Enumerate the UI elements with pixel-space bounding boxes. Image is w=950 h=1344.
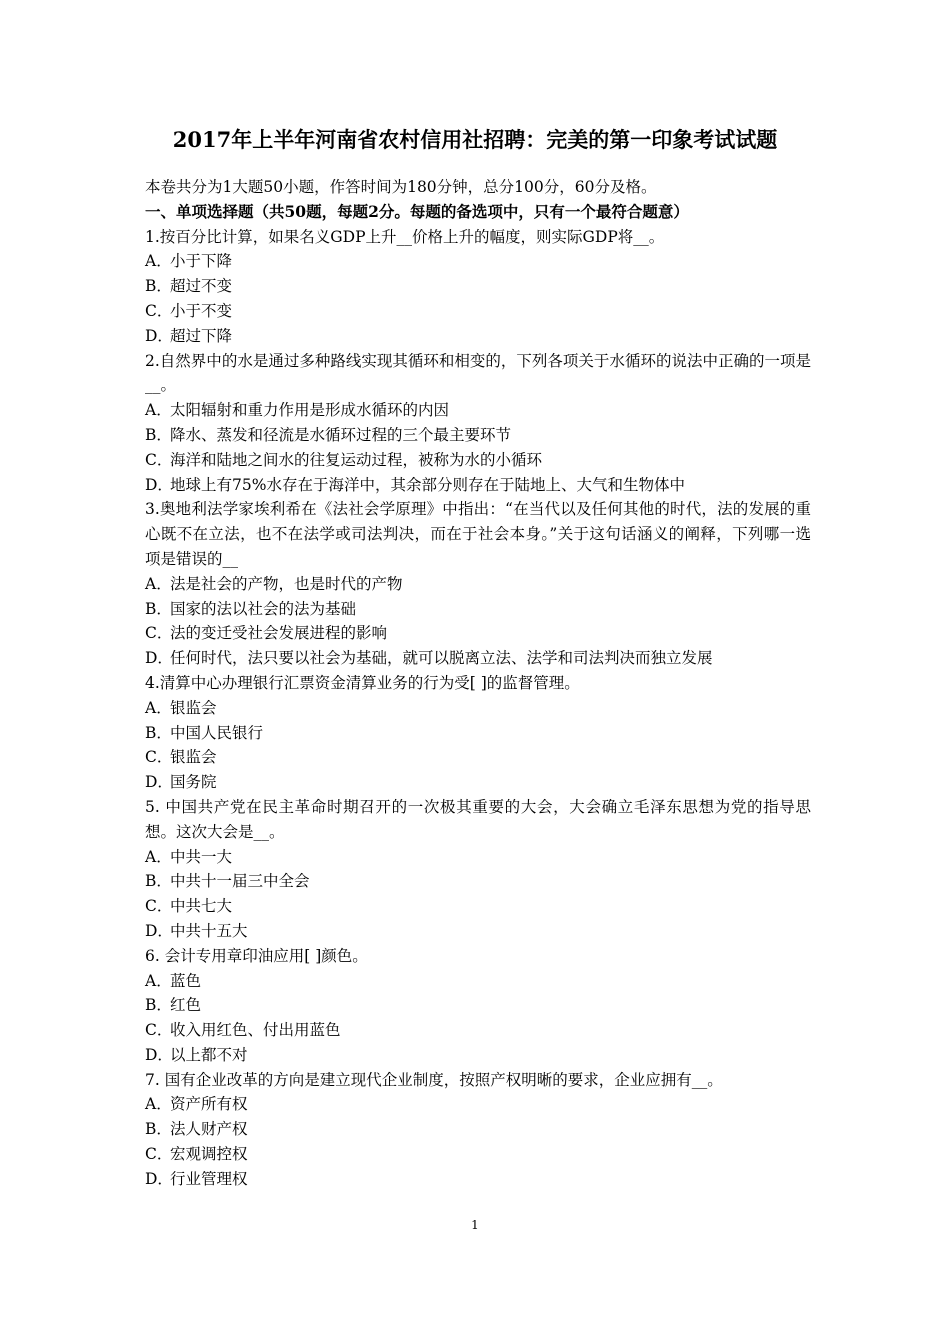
option-text: 行业管理权 xyxy=(170,1169,248,1188)
option-letter: C． xyxy=(145,301,173,320)
option-c xyxy=(145,1018,811,1043)
question-stem: 4.清算中心办理银行汇票资金清算业务的行为受[ ]的监督管理。 xyxy=(145,673,580,692)
option-letter: A． xyxy=(145,698,172,717)
option-a xyxy=(145,969,811,994)
option-text: 银监会 xyxy=(170,748,217,767)
option-letter: C． xyxy=(145,450,173,469)
option-d xyxy=(145,646,811,671)
option-text: 中共一大 xyxy=(170,847,233,866)
question-stem: 3.奥地利法学家埃利希在《法社会学原理》中指出：“在当代以及任何其他的时代，法的发展的重心既不在立法，也不在法学或司法判决，而在于社会本身。”关于这句话涵义的阐释，下列哪一选项是错误的__ xyxy=(145,500,811,568)
question-1 xyxy=(145,225,811,349)
option-text: 中共七大 xyxy=(170,897,233,916)
question-stem: 7. 国有企业改革的方向是建立现代企业制度，按照产权明晰的要求，企业应拥有__。 xyxy=(145,1070,723,1089)
option-letter: B． xyxy=(145,872,172,891)
option-text: 中共十五大 xyxy=(170,921,248,940)
option-a xyxy=(145,696,811,721)
option-a xyxy=(145,1092,811,1117)
option-letter: C． xyxy=(145,748,173,767)
section-heading: 一、单项选择题（共50题，每题2分。每题的备选项中，只有一个最符合题意） xyxy=(145,201,689,221)
option-c xyxy=(145,299,811,324)
option-text: 中国人民银行 xyxy=(170,723,264,742)
option-text: 超过不变 xyxy=(170,277,233,296)
option-letter: D． xyxy=(145,326,173,345)
option-text: 降水、蒸发和径流是水循环过程的三个最主要环节 xyxy=(170,425,512,444)
page-number: 1 xyxy=(471,1218,479,1232)
question-4 xyxy=(145,671,811,795)
option-text: 法人财产权 xyxy=(170,1120,248,1139)
option-text: 收入用红色、付出用蓝色 xyxy=(170,1021,341,1040)
option-d xyxy=(145,770,811,795)
option-text: 太阳辐射和重力作用是形成水循环的内因 xyxy=(170,401,450,420)
option-c xyxy=(145,745,811,770)
question-6 xyxy=(145,944,811,1068)
question-stem: 5. 中国共产党在民主革命时期召开的一次极其重要的大会，大会确立毛泽东思想为党的指导思想。这次大会是__。 xyxy=(145,797,811,841)
option-text: 蓝色 xyxy=(170,971,202,990)
option-letter: B． xyxy=(145,1120,172,1139)
question-stem: 2.自然界中的水是通过多种路线实现其循环和相变的，下列各项关于水循环的说法中正确的一项是__。 xyxy=(145,351,811,395)
option-letter: D． xyxy=(145,1045,173,1064)
option-letter: B． xyxy=(145,425,172,444)
page-title: 2017年上半年河南省农村信用社招聘：完美的第一印象考试试题 xyxy=(172,127,778,152)
exam-intro: 本卷共分为1大题50小题，作答时间为180分钟，总分100分，60分及格。 xyxy=(145,178,657,196)
option-letter: B． xyxy=(145,996,172,1015)
option-letter: A． xyxy=(145,971,172,990)
option-letter: A． xyxy=(145,252,172,271)
option-letter: A． xyxy=(145,401,172,420)
option-text: 小于下降 xyxy=(170,252,233,271)
option-c xyxy=(145,448,811,473)
option-letter: C． xyxy=(145,897,173,916)
option-letter: B． xyxy=(145,277,172,296)
option-d xyxy=(145,1043,811,1068)
option-letter: D． xyxy=(145,773,173,792)
option-text: 法是社会的产物，也是时代的产物 xyxy=(170,574,403,593)
question-7 xyxy=(145,1068,811,1192)
option-b xyxy=(145,1117,811,1142)
option-text: 银监会 xyxy=(170,698,217,717)
option-letter: C． xyxy=(145,1021,173,1040)
option-letter: C． xyxy=(145,624,173,643)
option-text: 宏观调控权 xyxy=(170,1145,248,1164)
option-c xyxy=(145,621,811,646)
option-d xyxy=(145,473,811,498)
question-5 xyxy=(145,795,811,944)
option-letter: D． xyxy=(145,1169,173,1188)
option-b xyxy=(145,993,811,1018)
option-text: 资产所有权 xyxy=(170,1095,248,1114)
option-letter: C． xyxy=(145,1145,173,1164)
option-letter: A． xyxy=(145,574,172,593)
option-text: 任何时代，法只要以社会为基础，就可以脱离立法、法学和司法判决而独立发展 xyxy=(170,649,713,668)
option-b xyxy=(145,597,811,622)
option-text: 国家的法以社会的法为基础 xyxy=(170,599,357,618)
option-letter: A． xyxy=(145,847,172,866)
question-3 xyxy=(145,497,811,671)
option-text: 中共十一届三中全会 xyxy=(170,872,310,891)
question-stem: 6. 会计专用章印油应用[ ]颜色。 xyxy=(145,946,368,965)
option-b xyxy=(145,274,811,299)
option-a xyxy=(145,845,811,870)
option-d xyxy=(145,919,811,944)
option-c xyxy=(145,894,811,919)
option-text: 国务院 xyxy=(170,773,217,792)
option-a xyxy=(145,398,811,423)
option-text: 法的变迁受社会发展进程的影响 xyxy=(170,624,388,643)
option-letter: B． xyxy=(145,723,172,742)
option-d xyxy=(145,324,811,349)
option-text: 海洋和陆地之间水的往复运动过程，被称为水的小循环 xyxy=(170,450,543,469)
option-c xyxy=(145,1142,811,1167)
option-d xyxy=(145,1167,811,1192)
question-stem: 1.按百分比计算，如果名义GDP上升__价格上升的幅度，则实际GDP将__。 xyxy=(145,227,665,246)
option-letter: D． xyxy=(145,921,173,940)
option-text: 红色 xyxy=(170,996,202,1015)
option-a xyxy=(145,572,811,597)
option-b xyxy=(145,423,811,448)
option-letter: D． xyxy=(145,649,173,668)
option-letter: A． xyxy=(145,1095,172,1114)
option-b xyxy=(145,869,811,894)
question-2 xyxy=(145,349,811,498)
option-a xyxy=(145,249,811,274)
option-letter: B． xyxy=(145,599,172,618)
option-text: 超过下降 xyxy=(170,326,233,345)
option-text: 以上都不对 xyxy=(170,1045,248,1064)
option-letter: D． xyxy=(145,475,173,494)
option-text: 地球上有75%水存在于海洋中，其余部分则存在于陆地上、大气和生物体中 xyxy=(170,475,685,494)
option-b xyxy=(145,721,811,746)
exam-body xyxy=(145,175,811,1192)
option-text: 小于不变 xyxy=(170,301,233,320)
